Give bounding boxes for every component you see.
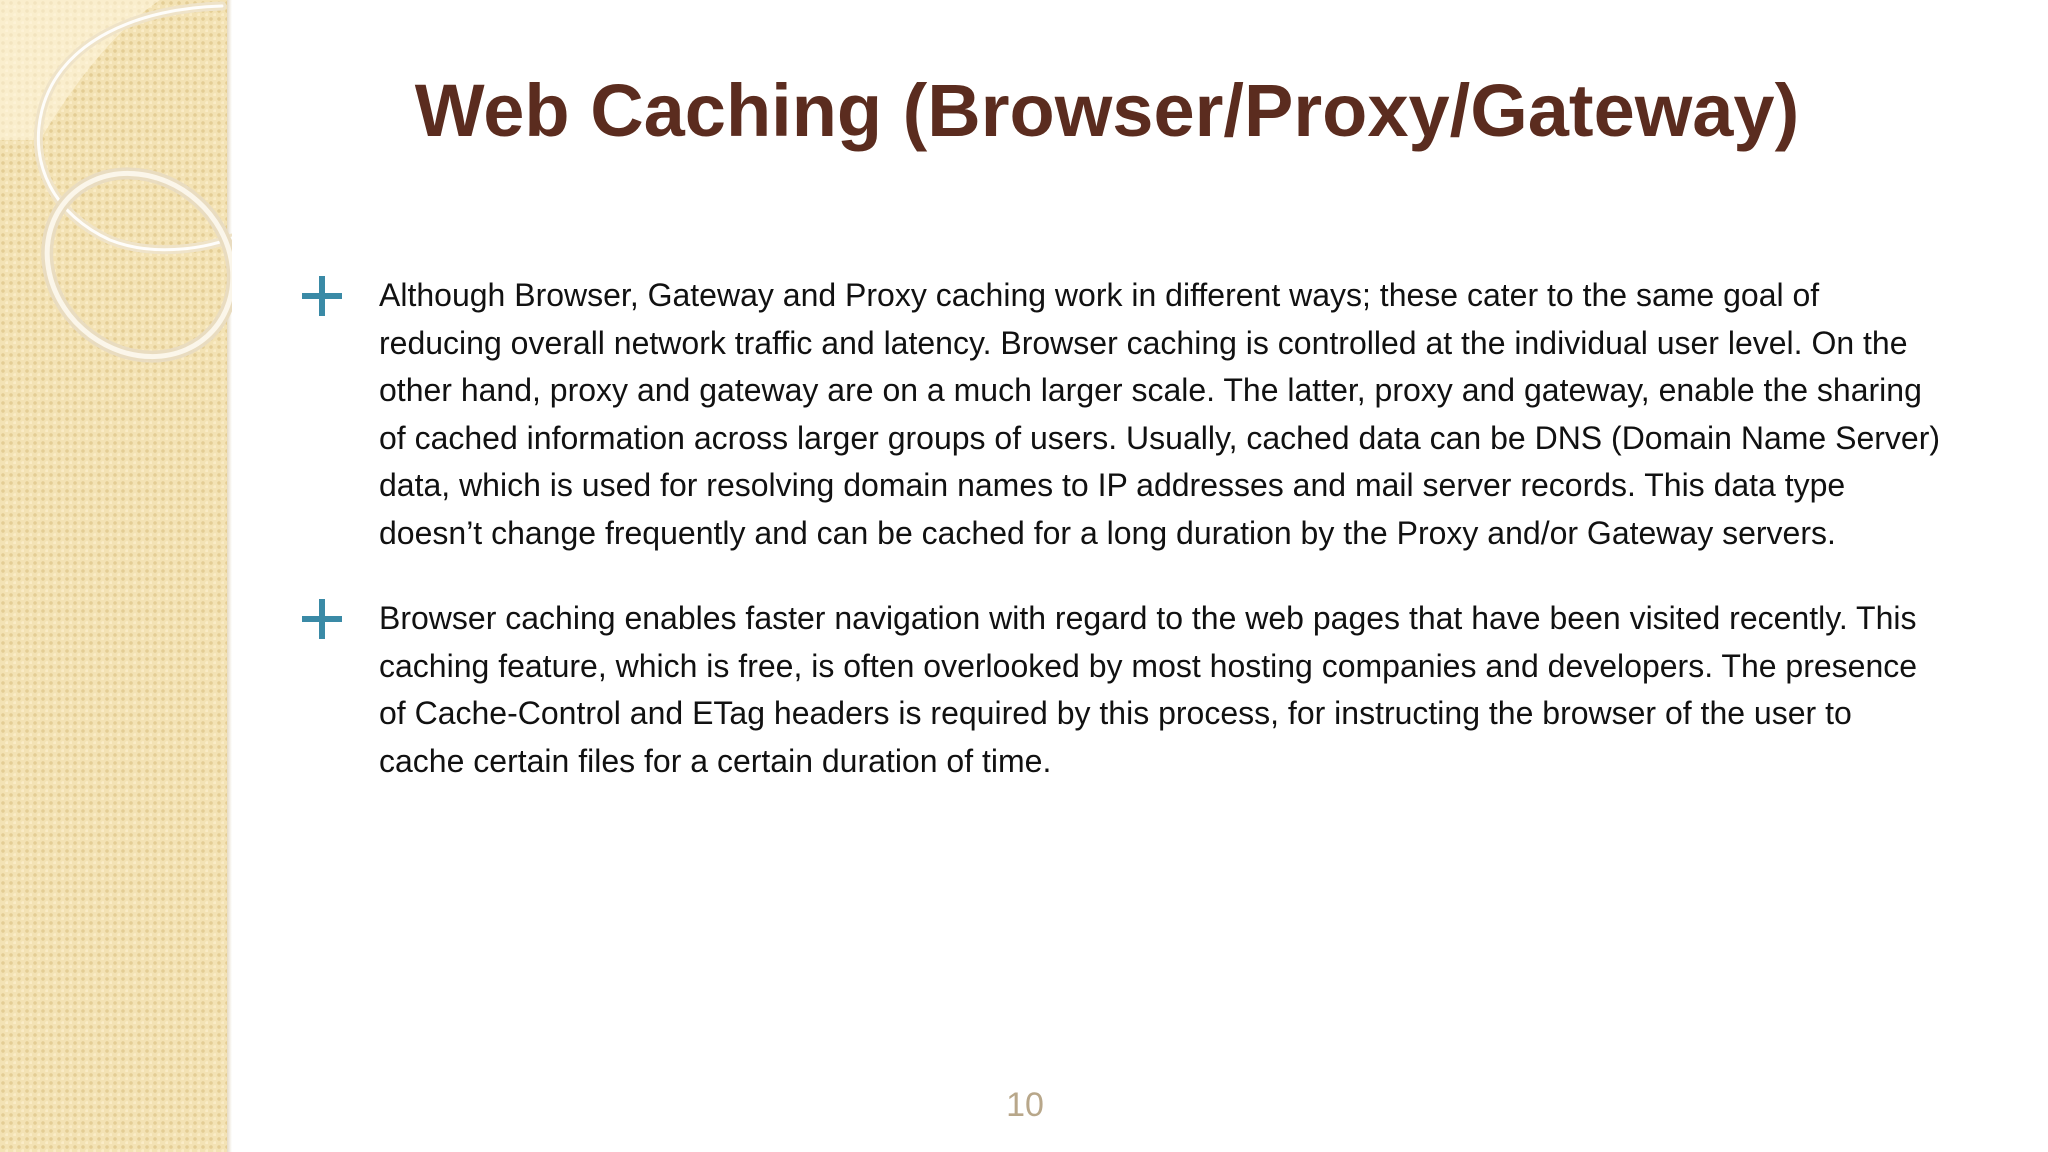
bullet-item	[302, 272, 1942, 557]
bullet-item	[302, 595, 1942, 785]
bullet-text: Browser caching enables faster navigation with regard to the web pages that have been visited recently. This caching feature, which is free, is often overlooked by most hosting companies and developers. The presence of Cache-Control and ETag headers is required by this process, for instructing the browser of the user to cache certain files for a certain duration of time.	[379, 600, 1918, 779]
page-number: 10	[1006, 1086, 1044, 1124]
bullet-text: Although Browser, Gateway and Proxy caching work in different ways; these cater to the same goal of reducing overall network traffic and latency. Browser caching is controlled at the individual user level. On the other hand, proxy and gateway are on a much larger scale. The latter, proxy and gateway, enable the sharing of cached information across larger groups of users. Usually, cached data can be DNS (Domain Name Server) data, which is used for resolving domain names to IP addresses and mail server records. This data type doesn’t change frequently and can be cached for a long duration by the Proxy and/or Gateway servers.	[379, 277, 1940, 551]
plus-icon	[302, 276, 342, 316]
slide-title: Web Caching (Browser/Proxy/Gateway)	[414, 69, 1800, 152]
bullet-list	[302, 272, 1942, 823]
plus-icon	[302, 599, 342, 639]
decorative-swirl	[0, 0, 232, 400]
